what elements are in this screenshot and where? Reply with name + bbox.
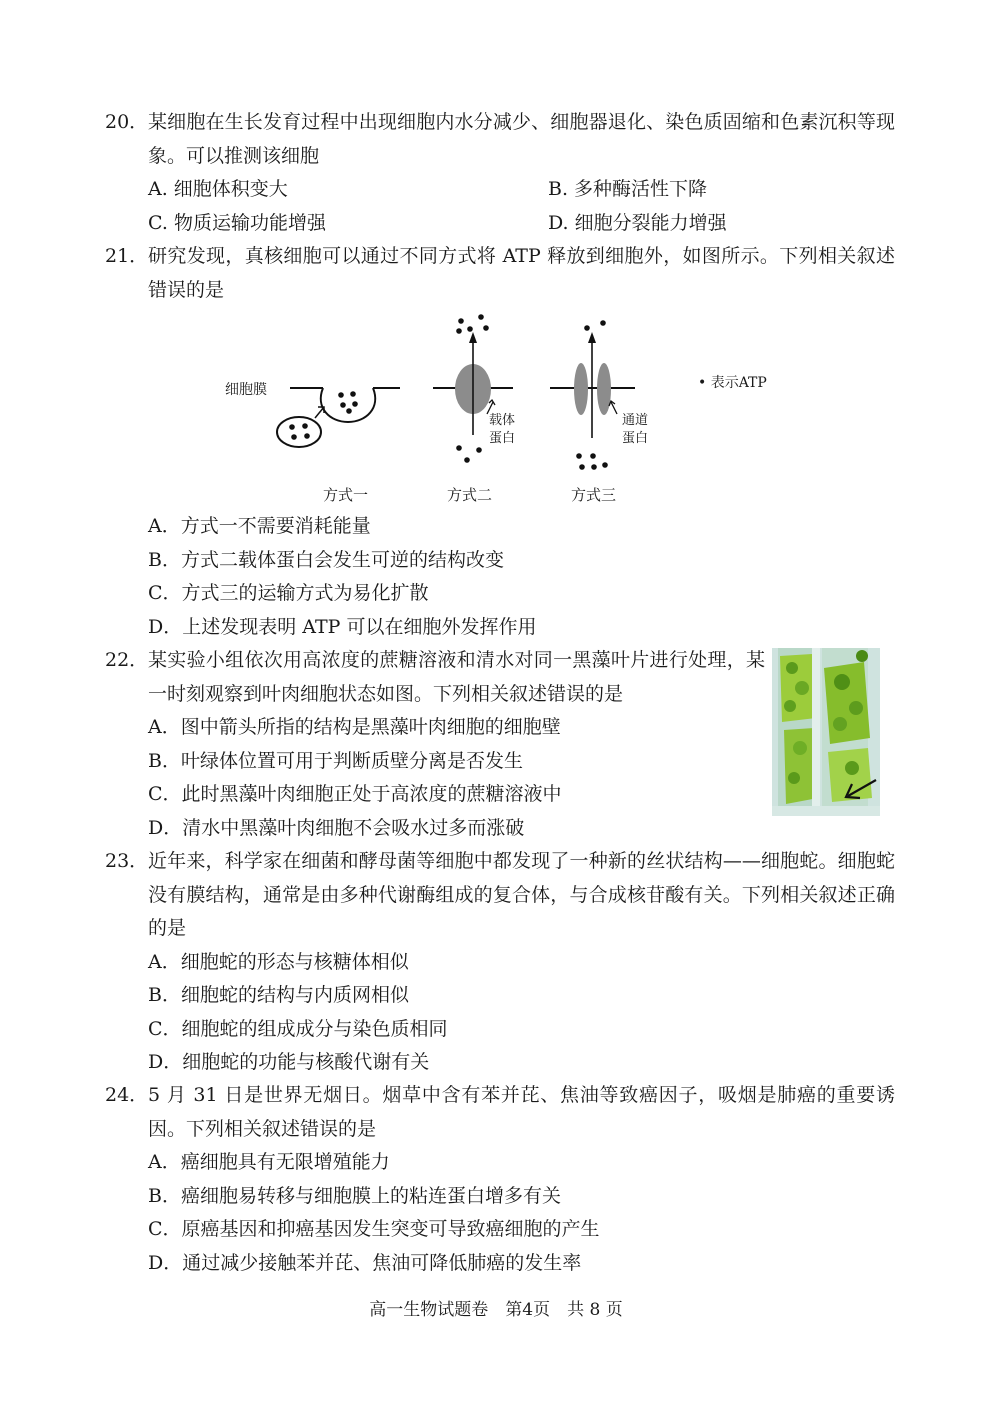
fusing-vesicle bbox=[321, 388, 375, 422]
question-text: 研究发现，真核细胞可以通过不同方式将 ATP 释放到细胞外，如图所示。下列相关叙述错误的是 bbox=[148, 245, 895, 301]
question-23-stem bbox=[105, 845, 895, 946]
option-d: D. 细胞分裂能力增强 bbox=[548, 211, 727, 234]
channel-protein-left bbox=[574, 363, 588, 415]
option-a: A．方式一不需要消耗能量 bbox=[148, 515, 371, 537]
question-21 bbox=[105, 240, 895, 307]
options bbox=[105, 173, 895, 240]
channel-label: 蛋白 bbox=[622, 431, 649, 446]
question-21-stem bbox=[105, 240, 895, 307]
membrane-label: 细胞膜 bbox=[225, 382, 267, 398]
mode-1-label: 方式一 bbox=[323, 486, 369, 504]
question-24-stem bbox=[105, 1079, 895, 1146]
option-d: D．上述发现表明 ATP 可以在细胞外发挥作用 bbox=[148, 615, 537, 638]
option-d: D．细胞蛇的功能与核酸代谢有关 bbox=[148, 1051, 430, 1073]
option-d: D．通过减少接触苯并芘、焦油可降低肺癌的发生率 bbox=[148, 1251, 582, 1274]
option-b: B．癌细胞易转移与细胞膜上的粘连蛋白增多有关 bbox=[148, 1184, 561, 1207]
question-number: 23． bbox=[105, 850, 149, 872]
question-number: 21． bbox=[105, 245, 149, 267]
leaf-cell-micrograph bbox=[772, 648, 880, 816]
mode-2-label: 方式二 bbox=[447, 486, 493, 504]
question-24 bbox=[105, 1079, 895, 1280]
atp-dot bbox=[346, 408, 352, 414]
arrow-icon bbox=[315, 407, 324, 418]
question-text: 近年来，科学家在细菌和酵母菌等细胞中都发现了一种新的丝状结构——细胞蛇。细胞蛇没有膜结构，通常是由多种代谢酶组成的复合体，与合成核苷酸有关。下列相关叙述正确的是 bbox=[148, 850, 895, 939]
question-number: 24． bbox=[105, 1084, 149, 1106]
page-footer: 高一生物试题卷 第4页 共 8 页 bbox=[369, 1300, 623, 1320]
option-c: C．原癌基因和抑癌基因发生突变可导致癌细胞的产生 bbox=[148, 1218, 600, 1240]
question-text: 某细胞在生长发育过程中出现细胞内水分减少、细胞器退化、染色质固缩和色素沉积等现象。可以推测该细胞 bbox=[148, 111, 895, 167]
question-20-stem bbox=[105, 106, 895, 173]
carrier-label: 蛋白 bbox=[489, 431, 516, 446]
option-b: B．方式二载体蛋白会发生可逆的结构改变 bbox=[148, 548, 504, 571]
option-c: C. 物质运输功能增强 bbox=[148, 211, 326, 234]
atp-legend: • 表示ATP bbox=[698, 375, 767, 391]
question-number: 22． bbox=[105, 649, 149, 671]
option-a: A. 细胞体积变大 bbox=[148, 178, 288, 200]
channel-label: 通道 bbox=[622, 413, 649, 428]
question-22-stem bbox=[105, 644, 765, 711]
option-c: C．方式三的运输方式为易化扩散 bbox=[148, 582, 429, 604]
question-text: 5 月 31 日是世界无烟日。烟草中含有苯并芘、焦油等致癌因子，吸烟是肺癌的重要诱因。下列相关叙述错误的是 bbox=[148, 1084, 895, 1140]
mode-3-label: 方式三 bbox=[571, 486, 617, 504]
option-a: A．细胞蛇的形态与核糖体相似 bbox=[148, 950, 409, 973]
question-21-options bbox=[105, 510, 895, 644]
question-22 bbox=[105, 644, 765, 845]
option-b: B．细胞蛇的结构与内质网相似 bbox=[148, 984, 409, 1006]
question-text: 某实验小组依次用高浓度的蔗糖溶液和清水对同一黑藻叶片进行处理，某一时刻观察到叶肉细胞状态如图。下列相关叙述错误的是 bbox=[148, 649, 765, 705]
option-a: A．癌细胞具有无限增殖能力 bbox=[148, 1151, 390, 1173]
question-number: 20． bbox=[105, 111, 149, 133]
option-b: B．叶绿体位置可用于判断质壁分离是否发生 bbox=[148, 749, 523, 772]
question-20 bbox=[105, 106, 895, 240]
option-a: A．图中箭头所指的结构是黑藻叶肉细胞的细胞壁 bbox=[148, 716, 561, 738]
option-c: C．细胞蛇的组成成分与染色质相同 bbox=[148, 1017, 448, 1040]
channel-protein-right bbox=[597, 363, 611, 415]
question-23 bbox=[105, 845, 895, 1080]
carrier-label: 载体 bbox=[489, 413, 516, 428]
option-d: D．清水中黑藻叶肉细胞不会吸水过多而涨破 bbox=[148, 816, 525, 839]
vesicle bbox=[277, 417, 321, 447]
option-c: C．此时黑藻叶肉细胞正处于高浓度的蔗糖溶液中 bbox=[148, 783, 562, 805]
option-b: B. 多种酶活性下降 bbox=[548, 178, 708, 200]
